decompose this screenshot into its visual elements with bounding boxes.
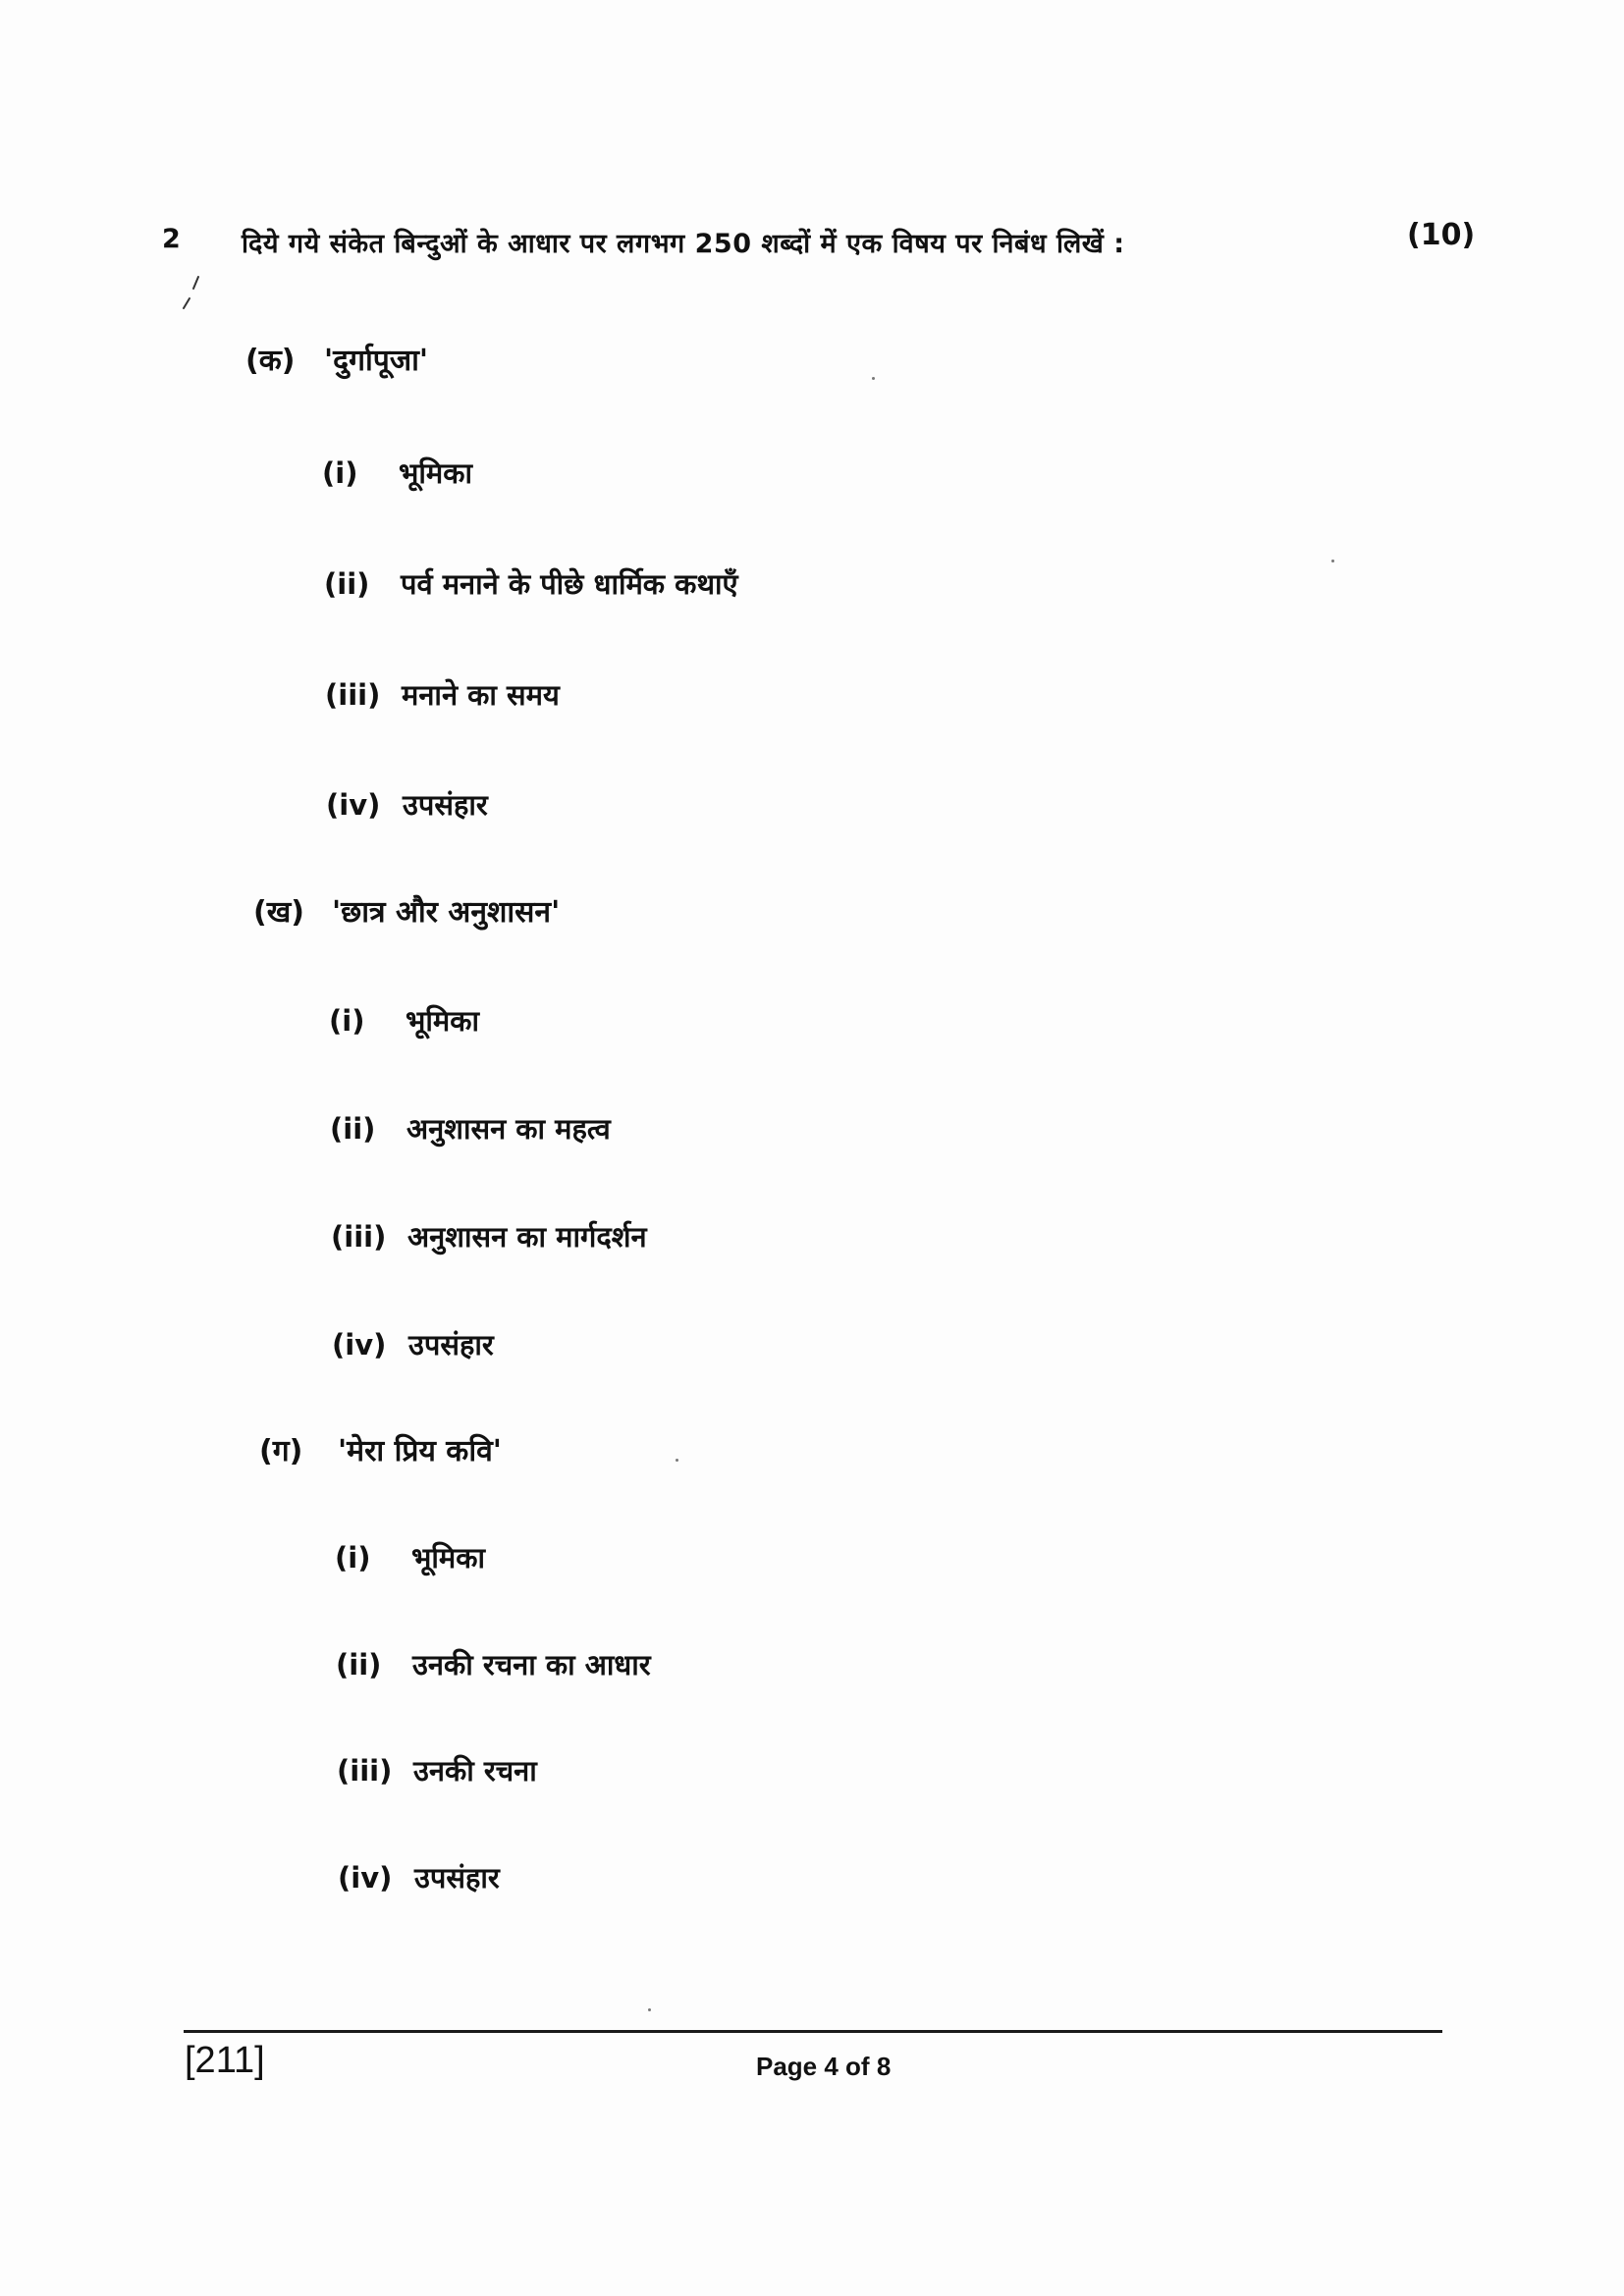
point-label: (i) — [335, 1541, 371, 1575]
paper-code: [211] — [185, 2040, 265, 2081]
point-label: (ii) — [330, 1112, 376, 1146]
topic-title: 'दुर्गापूजा' — [324, 344, 429, 378]
page-number: Page 4 of 8 — [756, 2052, 892, 2081]
point-text: भूमिका — [399, 456, 473, 490]
point-text: अनुशासन का मार्गदर्शन — [407, 1220, 647, 1254]
topic-ka — [245, 339, 428, 379]
point-label: (iv) — [332, 1328, 387, 1362]
point-text: उपसंहार — [408, 1328, 494, 1362]
point-label: (iii) — [337, 1754, 393, 1788]
point-text: भूमिका — [406, 1004, 480, 1038]
point-text: उनकी रचना — [413, 1754, 537, 1788]
topic-label: (ख) — [253, 895, 304, 930]
topic-kha-point-2 — [330, 1109, 611, 1148]
question-marks: (10) — [1407, 218, 1476, 252]
topic-label: (ग) — [259, 1434, 303, 1468]
point-text: अनुशासन का महत्व — [406, 1112, 611, 1146]
point-label: (iii) — [325, 678, 381, 712]
topic-kha-point-1 — [329, 1001, 479, 1040]
question-instruction: दिये गये संकेत बिन्दुओं के आधार पर लगभग 250 शब्दों में एक विषय पर निबंध लिखें : — [242, 229, 1125, 259]
scan-speck — [872, 377, 875, 380]
topic-ka-point-4 — [326, 785, 488, 824]
topic-label: (क) — [245, 344, 296, 378]
pen-tick-mark — [180, 273, 201, 312]
topic-ga — [259, 1429, 502, 1469]
topic-kha — [253, 890, 560, 931]
point-label: (ii) — [324, 567, 370, 601]
point-text: भूमिका — [411, 1541, 486, 1575]
topic-ga-point-3 — [337, 1751, 537, 1789]
point-text: उपसंहार — [403, 788, 488, 822]
scan-speck — [1331, 560, 1334, 562]
point-label: (iv) — [338, 1861, 393, 1895]
point-text: पर्व मनाने के पीछे धार्मिक कथाएँ — [401, 567, 738, 601]
topic-ka-point-2 — [324, 564, 738, 603]
point-label: (iv) — [326, 788, 381, 822]
topic-kha-point-4 — [332, 1325, 494, 1363]
point-text: उपसंहार — [414, 1861, 500, 1895]
topic-title: 'मेरा प्रिय कवि' — [338, 1434, 502, 1468]
topic-ga-point-4 — [338, 1858, 500, 1896]
scan-speck — [676, 1459, 678, 1462]
question-number: 2 — [162, 224, 181, 254]
topic-ka-point-1 — [322, 454, 472, 492]
topic-kha-point-3 — [331, 1217, 647, 1255]
topic-title: 'छात्र और अनुशासन' — [332, 895, 561, 930]
topic-ka-point-3 — [325, 675, 560, 714]
footer-rule — [184, 2030, 1442, 2033]
point-label: (i) — [329, 1004, 365, 1038]
point-label: (iii) — [331, 1220, 387, 1254]
scan-speck — [648, 2008, 651, 2011]
point-label: (ii) — [336, 1648, 382, 1682]
point-label: (i) — [322, 456, 358, 490]
point-text: उनकी रचना का आधार — [412, 1648, 651, 1682]
topic-ga-point-2 — [336, 1645, 651, 1683]
topic-ga-point-1 — [335, 1538, 485, 1576]
point-text: मनाने का समय — [402, 678, 560, 712]
